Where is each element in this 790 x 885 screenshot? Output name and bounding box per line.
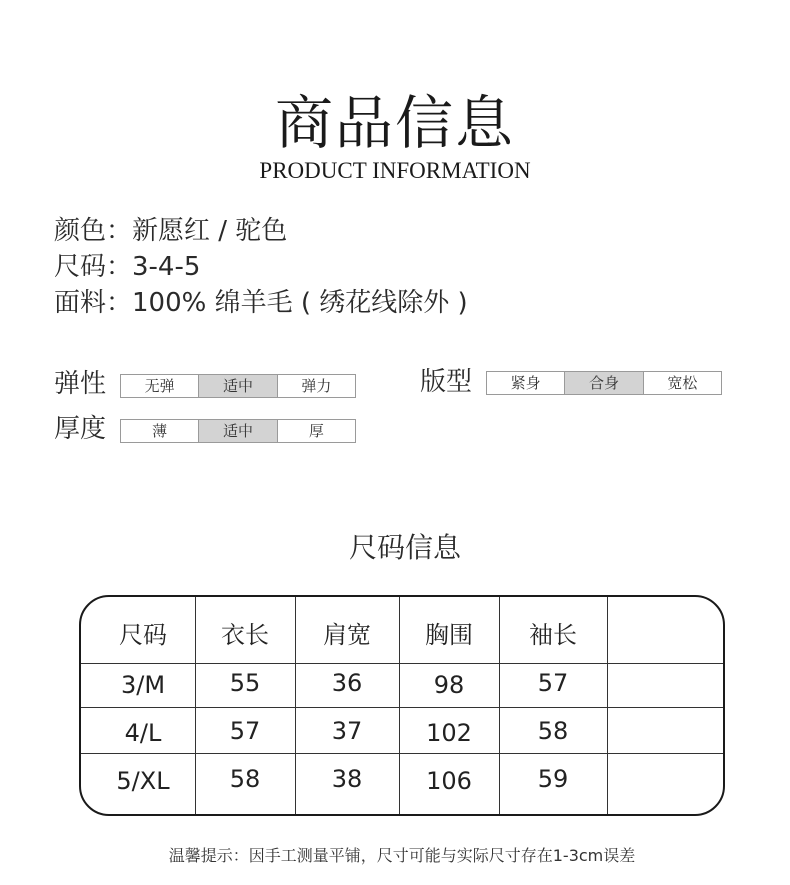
table-cell: 59: [537, 765, 569, 793]
table-header-shoulder: 肩宽: [323, 621, 371, 649]
table-header-sleeve: 袖长: [529, 621, 577, 649]
attr-scale-fit: [486, 371, 722, 395]
table-cell: 58: [537, 717, 569, 745]
table-cell: 98: [433, 671, 465, 699]
page-title-cn: 商品信息: [274, 89, 515, 157]
size-chart-title: 尺码信息: [348, 531, 461, 564]
table-cell: 37: [331, 717, 363, 745]
table-divider: [81, 663, 723, 664]
page-title-en: PRODUCT INFORMATION: [259, 158, 531, 183]
attr-label-fit: 版型: [420, 367, 473, 397]
table-cell: 58: [229, 765, 261, 793]
info-size: 尺码：3-4-5: [54, 252, 201, 282]
table-cell: 57: [229, 717, 261, 745]
attr-label-elasticity: 弹性: [54, 369, 107, 399]
table-divider: [81, 753, 723, 754]
table-header-length: 衣长: [221, 621, 269, 649]
attr-option: 宽松: [667, 374, 698, 392]
table-cell: 106: [426, 767, 472, 795]
table-cell: 38: [331, 765, 363, 793]
table-cell: 3/M: [120, 671, 166, 699]
attr-scale-elasticity: [120, 374, 356, 398]
table-header-size: 尺码: [119, 621, 167, 649]
attr-option-selected: 合身: [565, 372, 643, 394]
table-cell: 57: [537, 669, 569, 697]
attr-option: 无弹: [121, 375, 199, 397]
table-cell: 36: [331, 669, 363, 697]
attr-option: 紧身: [487, 372, 565, 394]
attr-scale-thickness: [120, 419, 356, 443]
attr-label-thickness: 厚度: [54, 414, 107, 444]
table-header-chest: 胸围: [425, 621, 473, 649]
table-cell: 55: [229, 669, 261, 697]
attr-option: 薄: [121, 420, 199, 442]
table-cell: 102: [426, 719, 472, 747]
attr-option: 弹力: [301, 377, 332, 395]
table-divider: [81, 707, 723, 708]
attr-option-selected: 适中: [199, 420, 277, 442]
table-cell: 4/L: [124, 719, 162, 747]
info-material: 面料：100% 绵羊毛 ( 绣花线除外 ): [54, 288, 468, 318]
table-cell: 5/XL: [116, 767, 170, 795]
attr-option-selected: 适中: [199, 375, 277, 397]
info-color: 颜色：新愿红 / 驼色: [54, 216, 288, 246]
footnote: 温馨提示：因手工测量平铺，尺寸可能与实际尺寸存在1-3cm误差: [168, 846, 636, 865]
table-divider: [607, 597, 608, 814]
size-table: [79, 595, 725, 816]
attr-option: 厚: [308, 422, 324, 440]
